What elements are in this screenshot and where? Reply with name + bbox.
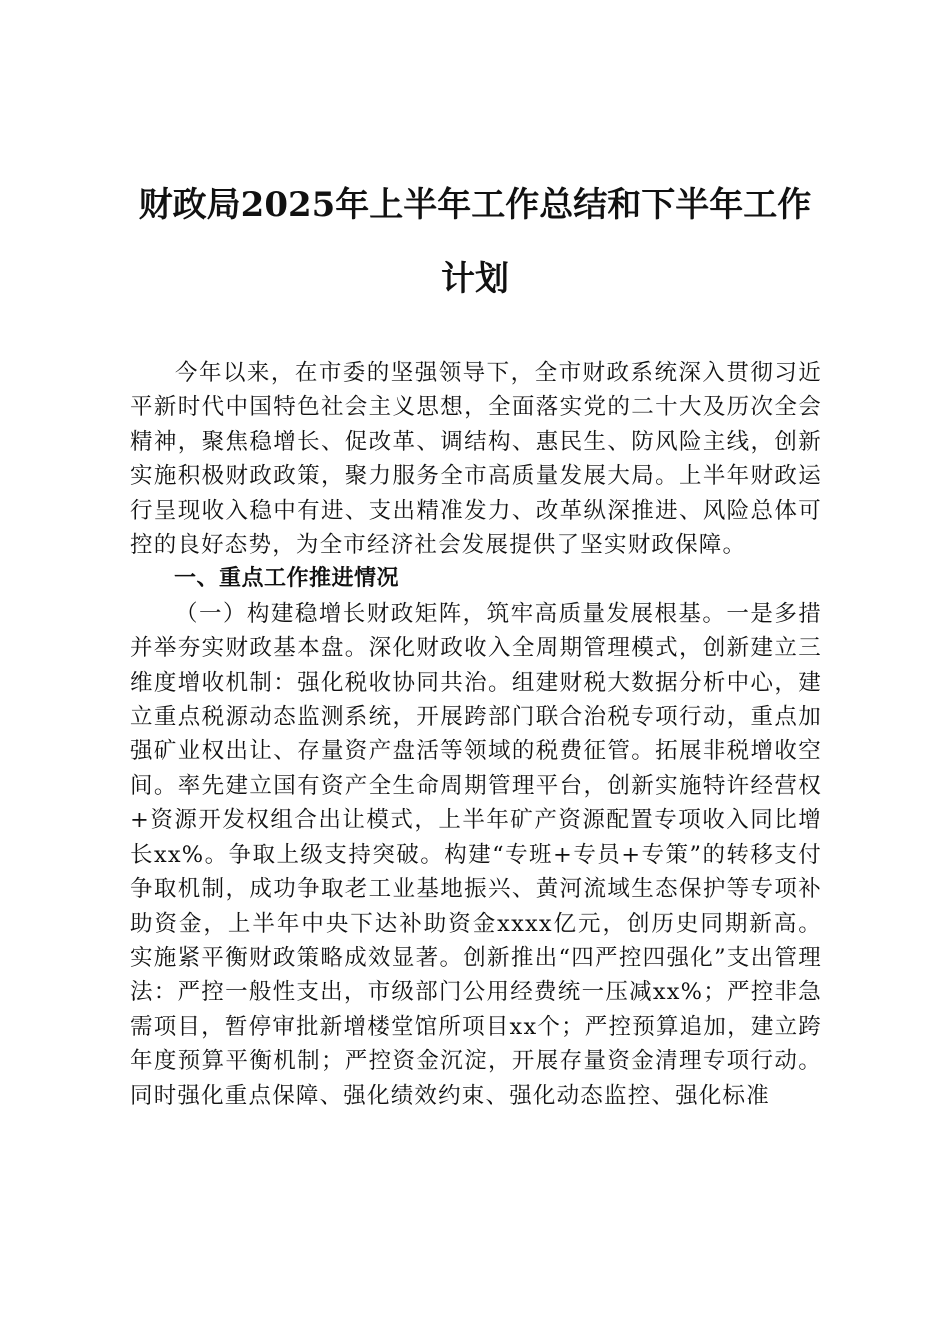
document-title bbox=[115, 168, 835, 316]
title-line-2: 计划 bbox=[441, 259, 509, 299]
section-heading: 一、重点工作推进情况 bbox=[174, 566, 400, 592]
intro-paragraph: 今年以来，在市委的坚强领导下，全市财政系统深入贯彻习近平新时代中国特色社会主义思想，全面落实党的二十大及历次全会精神，聚焦稳增长、促改革、调结构、惠民生、防风险主线，创新实施积极财政政策，聚力服务全市高质量发展大局。上半年财政运行呈现收入稳中有进、支出精准发力、改革纵深推进、风险总体可控的良好态势，为全市经济社会发展提供了坚实财政保障。 bbox=[130, 360, 822, 559]
document-body bbox=[130, 356, 822, 1113]
title-line-1: 财政局2025年上半年工作总结和下半年工作 bbox=[138, 185, 812, 225]
section-paragraph: （一）构建稳增长财政矩阵，筑牢高质量发展根基。一是多措并举夯实财政基本盘。深化财政收入全周期管理模式，创新建立三维度增收机制：强化税收协同共治。组建财税大数据分析中心，建立重点税源动态监测系统，开展跨部门联合治税专项行动，重点加强矿业权出让、存量资产盘活等领域的税费征管。拓展非税增收空间。率先建立国有资产全生命周期管理平台，创新实施特许经营权+资源开发权组合出让模式，上半年矿产资源配置专项收入同比增长xx%。争取上级支持突破。构建“专班+专员+专策”的转移支付争取机制，成功争取老工业基地振兴、黄河流域生态保护等专项补助资金，上半年中央下达补助资金xxxx亿元，创历史同期新高。实施紧平衡财政策略成效显著。创新推出“四严控四强化”支出管理法：严控一般性支出，市级部门公用经费统一压减xx%；严控非急需项目，暂停审批新增楼堂馆所项目xx个；严控预算追加，建立跨年度预算平衡机制；严控资金沉淀，开展存量资金清理专项行动。同时强化重点保障、强化绩效约束、强化动态监控、强化标准 bbox=[130, 600, 822, 1109]
